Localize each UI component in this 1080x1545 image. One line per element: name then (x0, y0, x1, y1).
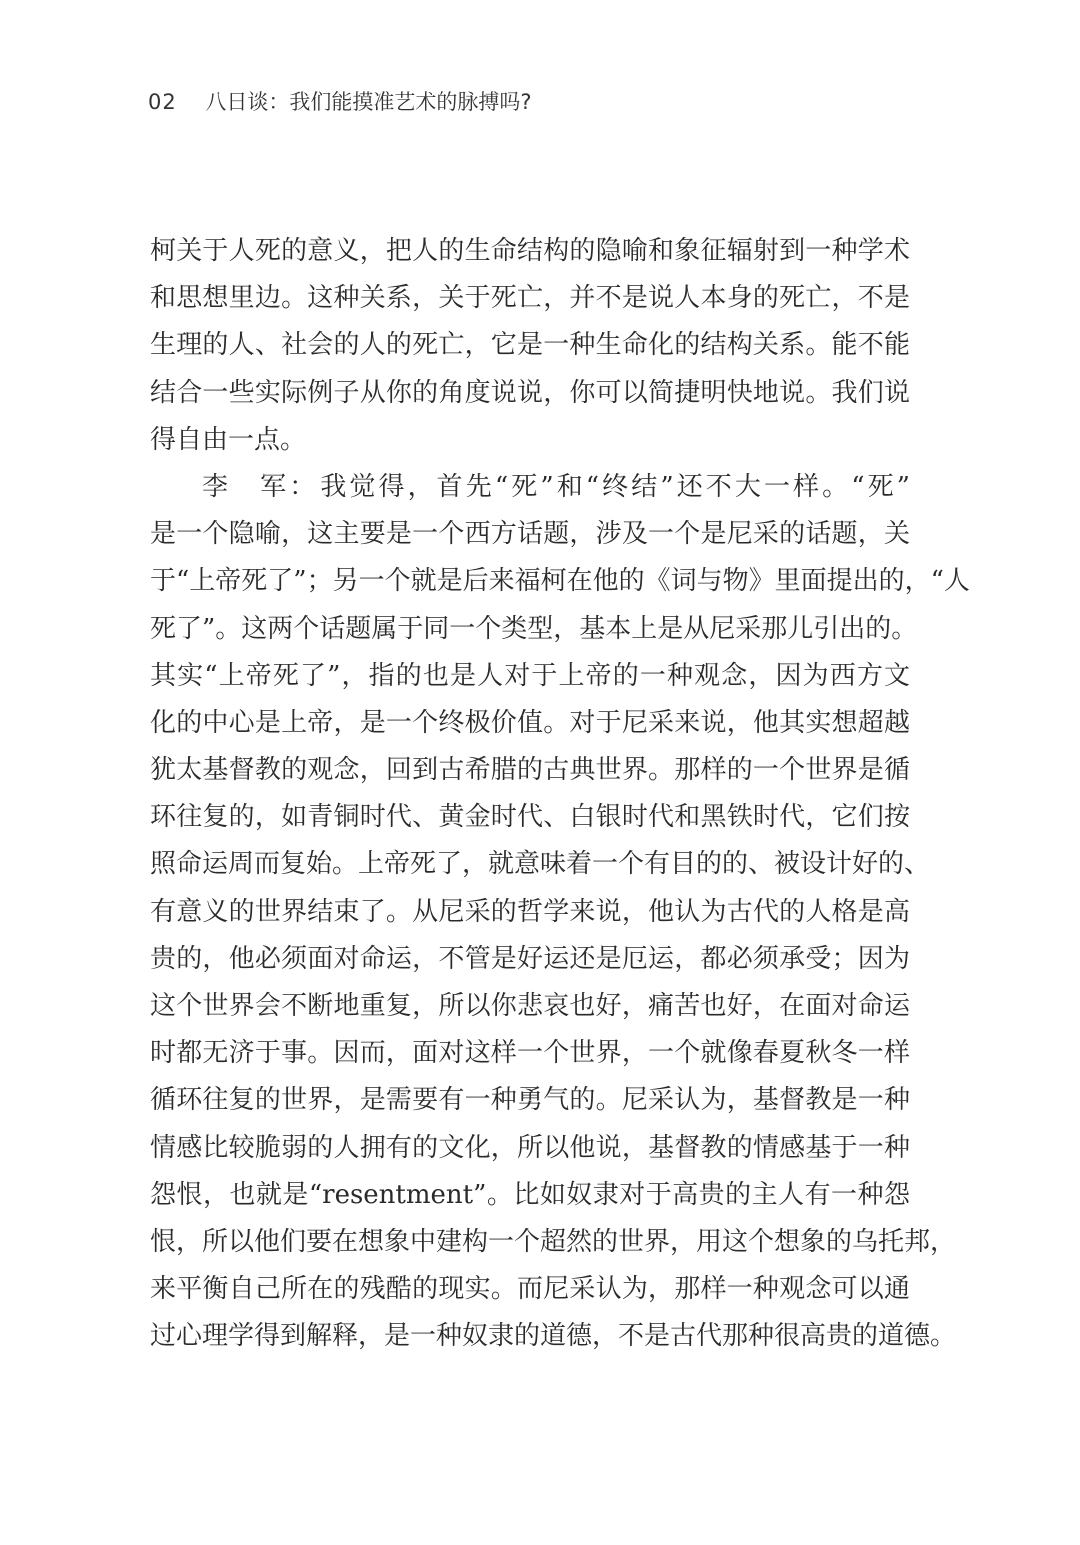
text-line: 情感比较脆弱的人拥有的文化，所以他说，基督教的情感基于一种 (150, 1132, 910, 1163)
text-line: 犹太基督教的观念，回到古希腊的古典世界。那样的一个世界是循 (150, 755, 910, 786)
text-line: 其实“上帝死了”，指的也是人对于上帝的一种观念，因为西方文 (150, 660, 910, 691)
text-line: 怨恨，也就是“resentment”。比如奴隶对于高贵的主人有一种怨 (150, 1179, 910, 1210)
running-header (148, 86, 532, 116)
text-line: 死了”。这两个话题属于同一个类型，基本上是从尼采那儿引出的。 (150, 613, 918, 644)
text-line: 贵的，他必须面对命运，不管是好运还是厄运，都必须承受；因为 (150, 943, 910, 974)
text-line: 于“上帝死了”；另一个就是后来福柯在他的《词与物》里面提出的，“人 (150, 566, 970, 597)
body-text (150, 228, 970, 1361)
text-line: 是一个隐喻，这主要是一个西方话题，涉及一个是尼采的话题，关 (150, 519, 910, 550)
text-line: 循环往复的世界，是需要有一种勇气的。尼采认为，基督教是一种 (150, 1085, 910, 1116)
text-line: 化的中心是上帝，是一个终极价值。对于尼采来说，他其实想超越 (150, 707, 910, 738)
page-number: 02 (148, 90, 177, 114)
text-line: 得自由一点。 (150, 424, 307, 455)
text-line: 时都无济于事。因而，面对这样一个世界，一个就像春夏秋冬一样 (150, 1038, 910, 1069)
text-line: 照命运周而复始。上帝死了，就意味着一个有目的的、被设计好的、 (150, 849, 931, 880)
text-line: 和思想里边。这种关系，关于死亡，并不是说人本身的死亡，不是 (150, 283, 910, 314)
chapter-title: 八日谈：我们能摸准艺术的脉搏吗? (205, 90, 532, 114)
text-line: 来平衡自己所在的残酷的现实。而尼采认为，那样一种观念可以通 (150, 1274, 910, 1305)
speaker-line (150, 464, 910, 511)
text-line: 结合一些实际例子从你的角度说说，你可以简捷明快地说。我们说 (150, 377, 910, 408)
text-line: 过心理学得到解释，是一种奴隶的道德，不是古代那种很高贵的道德。 (150, 1321, 957, 1352)
text-line: 环往复的，如青铜时代、黄金时代、白银时代和黑铁时代，它们按 (150, 802, 910, 833)
text-line: 这个世界会不断地重复，所以你悲哀也好，痛苦也好，在面对命运 (150, 991, 910, 1021)
speaker-label: 李 军： (202, 471, 319, 502)
text-line: 我觉得，首先“死”和“终结”还不大一样。“死” (320, 471, 910, 502)
text-line: 有意义的世界结束了。从尼采的哲学来说，他认为古代的人格是高 (150, 896, 910, 927)
text-line: 恨，所以他们要在想象中建构一个超然的世界，用这个想象的乌托邦， (150, 1226, 957, 1257)
text-line: 生理的人、社会的人的死亡，它是一种生命化的结构关系。能不能 (150, 330, 910, 361)
text-line: 柯关于人死的意义，把人的生命结构的隐喻和象征辐射到一种学术 (150, 236, 910, 266)
